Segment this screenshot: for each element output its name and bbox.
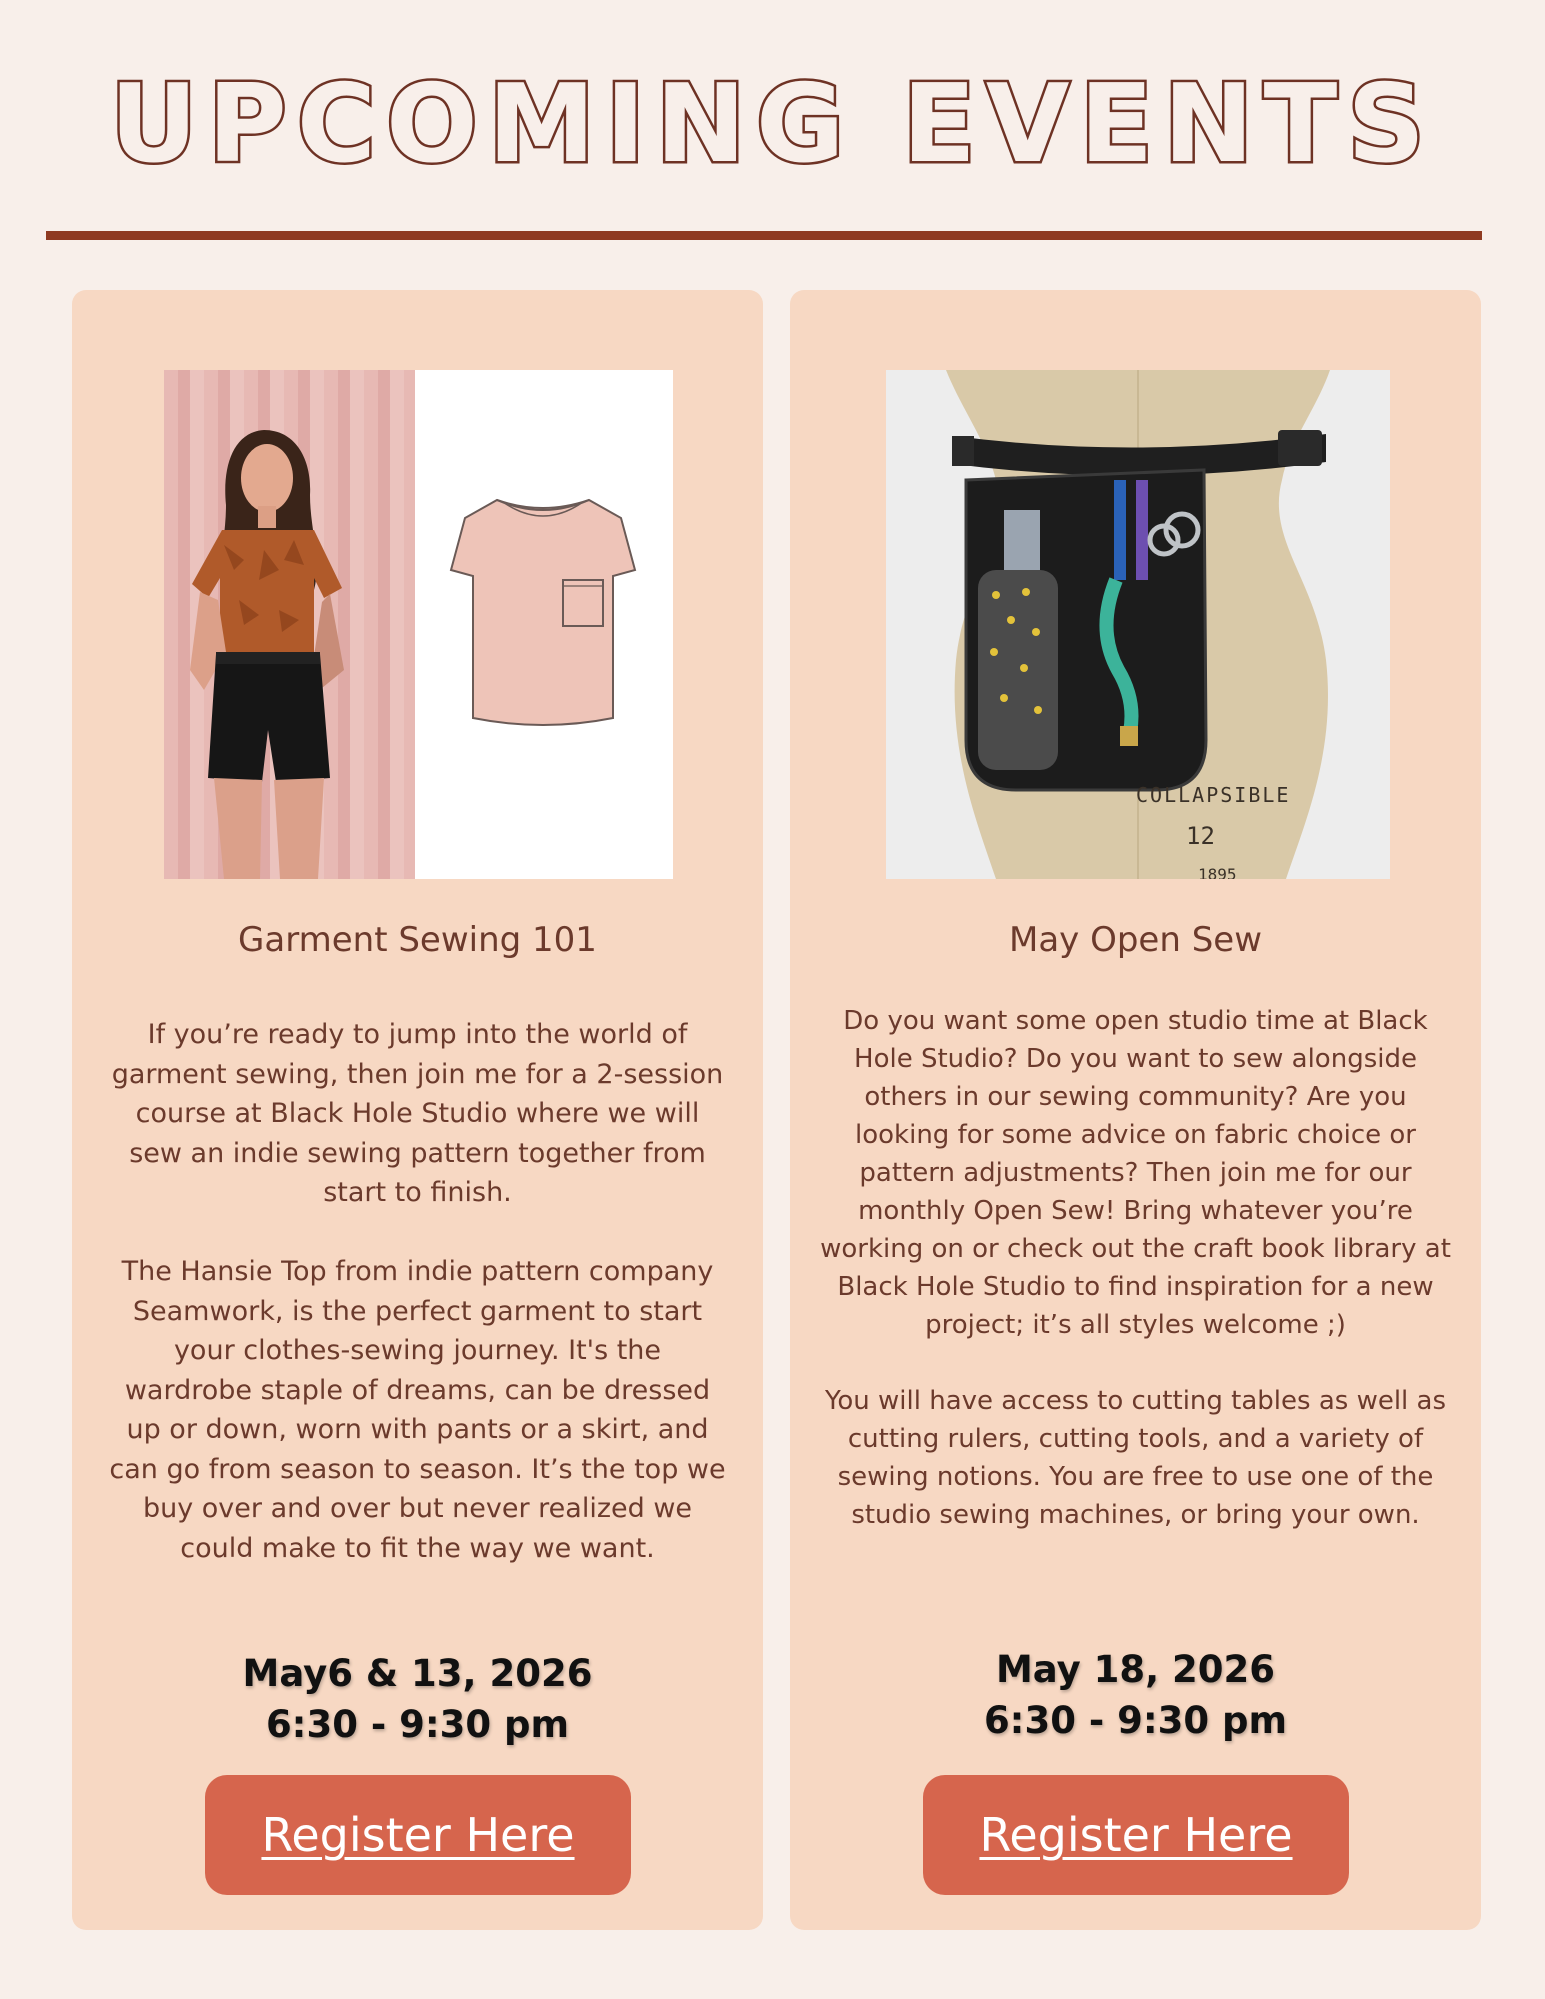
- event-datetime: [790, 1644, 1481, 1746]
- form-size-text: 12: [1186, 822, 1215, 850]
- event-card-garment-sewing: [72, 290, 763, 1930]
- event-description: Do you want some open studio time at Black Hole Studio? Do you want to sew alongside others in our sewing community? Are you looking for some advice on fabric choice or pattern adjustments? Then join me for our monthly Open Sew! Bring whatever you’re working on or check out the craft book library at Black Hole Studio to find inspiration for a new project; it’s all styles welcome ;): [820, 1006, 1451, 1340]
- event-date: May 18, 2026: [995, 1648, 1276, 1691]
- event-time: 6:30 - 9:30 pm: [983, 1699, 1288, 1742]
- event-photo-hansie-top: [164, 370, 673, 879]
- form-year-text: 1895: [1198, 865, 1237, 879]
- page-title: UPCOMING EVENTS: [109, 62, 1436, 187]
- garment-illustration: [164, 370, 673, 879]
- event-photo-tool-belt: [886, 370, 1390, 879]
- event-card-open-sew: [790, 290, 1481, 1930]
- event-datetime: [72, 1648, 763, 1750]
- form-brand-text: COLLAPSIBLE: [1136, 783, 1291, 807]
- event-description: If you’re ready to jump into the world of garment sewing, then join me for a 2-session course at Black Hole Studio where we will sew an indie sewing pattern together from start to finish.: [111, 1019, 724, 1208]
- event-time: 6:30 - 9:30 pm: [265, 1703, 570, 1746]
- event-description: The Hansie Top from indie pattern company Seamwork, is the perfect garment to start your clothes-sewing journey. It's the wardrobe staple of dreams, can be dressed up or down, worn with pants or a skirt, and can go from season to season. It’s the top we buy over and over but never realized we could make to fit the way we want.: [109, 1256, 726, 1564]
- event-title: May Open Sew: [1008, 920, 1263, 960]
- header-divider: [46, 231, 1482, 240]
- register-button[interactable]: Register Here: [205, 1775, 631, 1895]
- register-button[interactable]: Register Here: [923, 1775, 1349, 1895]
- event-date: May6 & 13, 2026: [242, 1652, 593, 1695]
- dress-form-illustration: [886, 370, 1390, 879]
- event-description: You will have access to cutting tables as well as cutting rulers, cutting tools, and a variety of sewing notions. You are free to use one of the studio sewing machines, or bring your own.: [824, 1386, 1447, 1530]
- event-title: Garment Sewing 101: [238, 920, 597, 960]
